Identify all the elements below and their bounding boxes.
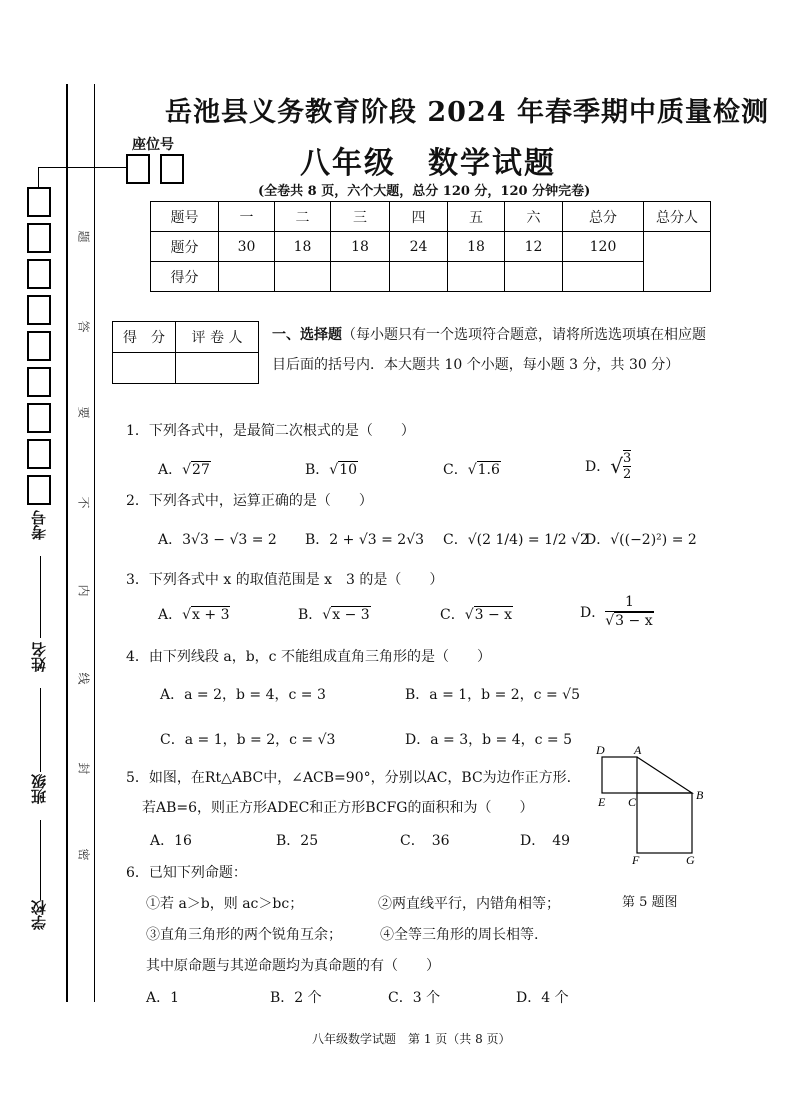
square-adec bbox=[602, 757, 637, 793]
seal-char: 不 bbox=[76, 496, 91, 509]
q6-prop-3: ③直角三角形的两个锐角互余； bbox=[146, 927, 342, 943]
score-input[interactable] bbox=[448, 262, 505, 292]
score-input[interactable] bbox=[390, 262, 448, 292]
section-1-title: 一、选择题 bbox=[272, 327, 342, 343]
school-underline bbox=[40, 820, 41, 900]
q5-option-a[interactable]: A．16 bbox=[150, 833, 192, 849]
total-grader-cell[interactable] bbox=[644, 232, 711, 292]
section-1-desc1: （每小题只有一个选项符合题意，请将所选选项填在相应题 bbox=[342, 327, 706, 343]
grader-score-label: 得 分 bbox=[113, 322, 176, 353]
q6-stem-2: 其中原命题与其逆命题均为真命题的有（ ） bbox=[146, 958, 440, 974]
school-label: 学校 bbox=[30, 900, 48, 930]
grader-score-input[interactable] bbox=[113, 353, 176, 384]
score-input[interactable] bbox=[331, 262, 390, 292]
label-b: B bbox=[696, 788, 704, 802]
seal-char: 线 bbox=[76, 672, 91, 685]
frac-num: 3 bbox=[622, 451, 632, 466]
score-row-got bbox=[151, 262, 711, 292]
class-underline bbox=[40, 688, 41, 772]
q5-stem-1: 5．如图，在Rt△ABC中，∠ACB=90°，分别以AC，BC为边作正方形. bbox=[126, 770, 572, 786]
td: 18 bbox=[331, 232, 390, 262]
radicand: x − 3 bbox=[332, 607, 370, 623]
opt-letter: C． bbox=[440, 607, 465, 623]
class-label: 班级 bbox=[30, 774, 48, 804]
opt-letter: D． bbox=[580, 605, 606, 621]
exam-number-box[interactable] bbox=[27, 403, 51, 433]
q6-prop-1: ①若 a＞b，则 ac＞bc； bbox=[146, 896, 304, 912]
exam-no-label: 考号 bbox=[30, 510, 48, 540]
score-input[interactable] bbox=[219, 262, 275, 292]
figure-caption: 第 5 题图 bbox=[622, 895, 678, 910]
seal-char: 封 bbox=[76, 762, 91, 775]
section-1-desc2: 目后面的括号内．本大题共 10 个小题，每小题 3 分，共 30 分） bbox=[272, 357, 680, 373]
q5-stem-2: 若AB=6，则正方形ADEC和正方形BCFG的面积和为（ ） bbox=[142, 800, 534, 816]
seat-box-2[interactable] bbox=[160, 154, 184, 184]
exam-subtitle: 八年级 数学试题 bbox=[300, 146, 556, 181]
q4-option-a[interactable]: A．a = 2，b = 4，c = 3 bbox=[160, 687, 326, 703]
q6-option-b[interactable]: B．2 个 bbox=[270, 990, 322, 1006]
score-row-header bbox=[151, 202, 711, 232]
exam-number-box[interactable] bbox=[27, 331, 51, 361]
q5-option-b[interactable]: B．25 bbox=[276, 833, 319, 849]
seat-connector-v bbox=[38, 167, 39, 187]
score-input[interactable] bbox=[563, 262, 644, 292]
q2-option-a[interactable]: A．3√3 − √3 = 2 bbox=[158, 532, 277, 548]
q1-option-c[interactable]: C．√1.6 bbox=[443, 462, 500, 478]
th: 二 bbox=[275, 202, 331, 232]
radicand: 10 bbox=[339, 462, 358, 478]
radicand: 27 bbox=[192, 462, 210, 478]
name-underline bbox=[40, 556, 41, 638]
q6-option-a[interactable]: A．1 bbox=[146, 990, 180, 1006]
label-a: A bbox=[634, 743, 642, 757]
q4-stem: 4．由下列线段 a，b，c 不能组成直角三角形的是（ ） bbox=[126, 649, 491, 665]
exam-number-box[interactable] bbox=[27, 367, 51, 397]
exam-number-box[interactable] bbox=[27, 187, 51, 217]
td: 120 bbox=[563, 232, 644, 262]
exam-number-box[interactable] bbox=[27, 259, 51, 289]
name-label: 姓名 bbox=[30, 642, 48, 672]
exam-number-box[interactable] bbox=[27, 295, 51, 325]
grader-name-input[interactable] bbox=[176, 353, 259, 384]
q1-stem: 1．下列各式中，是最简二次根式的是（ ） bbox=[126, 423, 415, 439]
label-f: F bbox=[632, 853, 640, 867]
radicand: x + 3 bbox=[192, 607, 230, 623]
exam-note: (全卷共 8 页，六个大题，总分 120 分，120 分钟完卷) bbox=[258, 184, 591, 199]
q5-option-d[interactable]: D． 49 bbox=[520, 833, 571, 849]
page-footer: 八年级数学试题 第 1 页（共 8 页） bbox=[312, 1032, 511, 1046]
label-g: G bbox=[686, 853, 695, 867]
opt-letter: B． bbox=[298, 607, 323, 623]
label-d: D bbox=[596, 743, 605, 757]
opt-letter: B． bbox=[305, 462, 330, 478]
q5-option-c[interactable]: C． 36 bbox=[400, 833, 450, 849]
seal-char: 密 bbox=[76, 848, 91, 861]
q2-option-c[interactable]: C．√(2 1/4) = 1/2 √2 bbox=[443, 532, 589, 548]
exam-title: 岳池县义务教育阶段 2024 年春季期中质量检测 bbox=[165, 97, 769, 128]
triangle-abc bbox=[637, 757, 692, 793]
seat-label: 座位号 bbox=[132, 137, 174, 153]
frac-den: 2 bbox=[622, 467, 632, 482]
radicand: 3 − x bbox=[474, 607, 513, 623]
q6-prop-2: ②两直线平行，内错角相等； bbox=[378, 896, 560, 912]
th: 四 bbox=[390, 202, 448, 232]
score-row-points bbox=[151, 232, 711, 262]
q1-option-b[interactable]: B．√10 bbox=[305, 462, 358, 478]
q3-option-b[interactable]: B．√x − 3 bbox=[298, 607, 370, 623]
seal-char: 题 bbox=[76, 230, 91, 243]
seal-char: 内 bbox=[76, 584, 91, 597]
score-table bbox=[150, 201, 711, 292]
label-e: E bbox=[598, 795, 606, 809]
q1-option-a[interactable]: A．√27 bbox=[158, 462, 210, 478]
q6-option-c[interactable]: C．3 个 bbox=[388, 990, 441, 1006]
exam-number-box[interactable] bbox=[27, 475, 51, 505]
q3-stem: 3．下列各式中 x 的取值范围是 x 3 的是（ ） bbox=[126, 572, 444, 588]
q3-option-c[interactable]: C．√3 − x bbox=[440, 607, 513, 623]
th: 五 bbox=[448, 202, 505, 232]
seal-char: 答 bbox=[76, 320, 91, 333]
exam-number-box[interactable] bbox=[27, 223, 51, 253]
q3-option-a[interactable]: A．√x + 3 bbox=[158, 607, 230, 623]
seat-connector bbox=[38, 167, 126, 168]
opt-letter: A． bbox=[158, 462, 183, 478]
td: 18 bbox=[275, 232, 331, 262]
grader-name-label: 评 卷 人 bbox=[176, 322, 259, 353]
q1-option-d[interactable]: D．√ $\frac{3}{2}$ bbox=[585, 451, 632, 482]
th: 六 bbox=[505, 202, 563, 232]
opt-letter: C． bbox=[443, 462, 468, 478]
th: 三 bbox=[331, 202, 390, 232]
binding-line-inner bbox=[94, 84, 95, 1002]
q2-option-b[interactable]: B．2 + √3 = 2√3 bbox=[305, 532, 425, 548]
exam-number-box[interactable] bbox=[27, 439, 51, 469]
square-bcfg bbox=[637, 793, 692, 853]
td: 18 bbox=[448, 232, 505, 262]
section-1-text bbox=[272, 320, 752, 380]
td: 12 bbox=[505, 232, 563, 262]
q6-option-d[interactable]: D．4 个 bbox=[516, 990, 569, 1006]
grader-table bbox=[112, 321, 259, 384]
q2-stem: 2．下列各式中，运算正确的是（ ） bbox=[126, 493, 373, 509]
frac-den-radicand: 3 − x bbox=[615, 613, 653, 629]
frac-num: 1 bbox=[605, 594, 653, 612]
q4-option-b[interactable]: B．a = 1，b = 2，c = √5 bbox=[405, 687, 580, 703]
th: 总分 bbox=[563, 202, 644, 232]
score-input[interactable] bbox=[505, 262, 563, 292]
score-input[interactable] bbox=[275, 262, 331, 292]
q4-option-d[interactable]: D．a = 3，b = 4，c = 5 bbox=[405, 732, 572, 748]
opt-letter: A． bbox=[158, 607, 183, 623]
seat-box-1[interactable] bbox=[126, 154, 150, 184]
seal-char: 要 bbox=[76, 406, 91, 419]
opt-letter: D． bbox=[585, 459, 611, 475]
q5-figure bbox=[592, 742, 712, 868]
th: 总分人 bbox=[644, 202, 711, 232]
radicand: 1.6 bbox=[477, 462, 500, 478]
q6-prop-4: ④全等三角形的周长相等. bbox=[380, 927, 539, 943]
q3-option-d[interactable]: D． $\frac{1}{√3 - x}$ bbox=[580, 594, 653, 629]
binding-line-outer bbox=[66, 84, 68, 1002]
td: 得分 bbox=[151, 262, 219, 292]
td: 24 bbox=[390, 232, 448, 262]
td: 题分 bbox=[151, 232, 219, 262]
q6-stem: 6．已知下列命题： bbox=[126, 865, 247, 881]
td: 30 bbox=[219, 232, 275, 262]
q4-option-c[interactable]: C．a = 1，b = 2，c = √3 bbox=[160, 732, 336, 748]
label-c: C bbox=[628, 795, 637, 809]
q2-option-d[interactable]: D．√((−2)²) = 2 bbox=[585, 532, 697, 548]
th: 一 bbox=[219, 202, 275, 232]
th: 题号 bbox=[151, 202, 219, 232]
